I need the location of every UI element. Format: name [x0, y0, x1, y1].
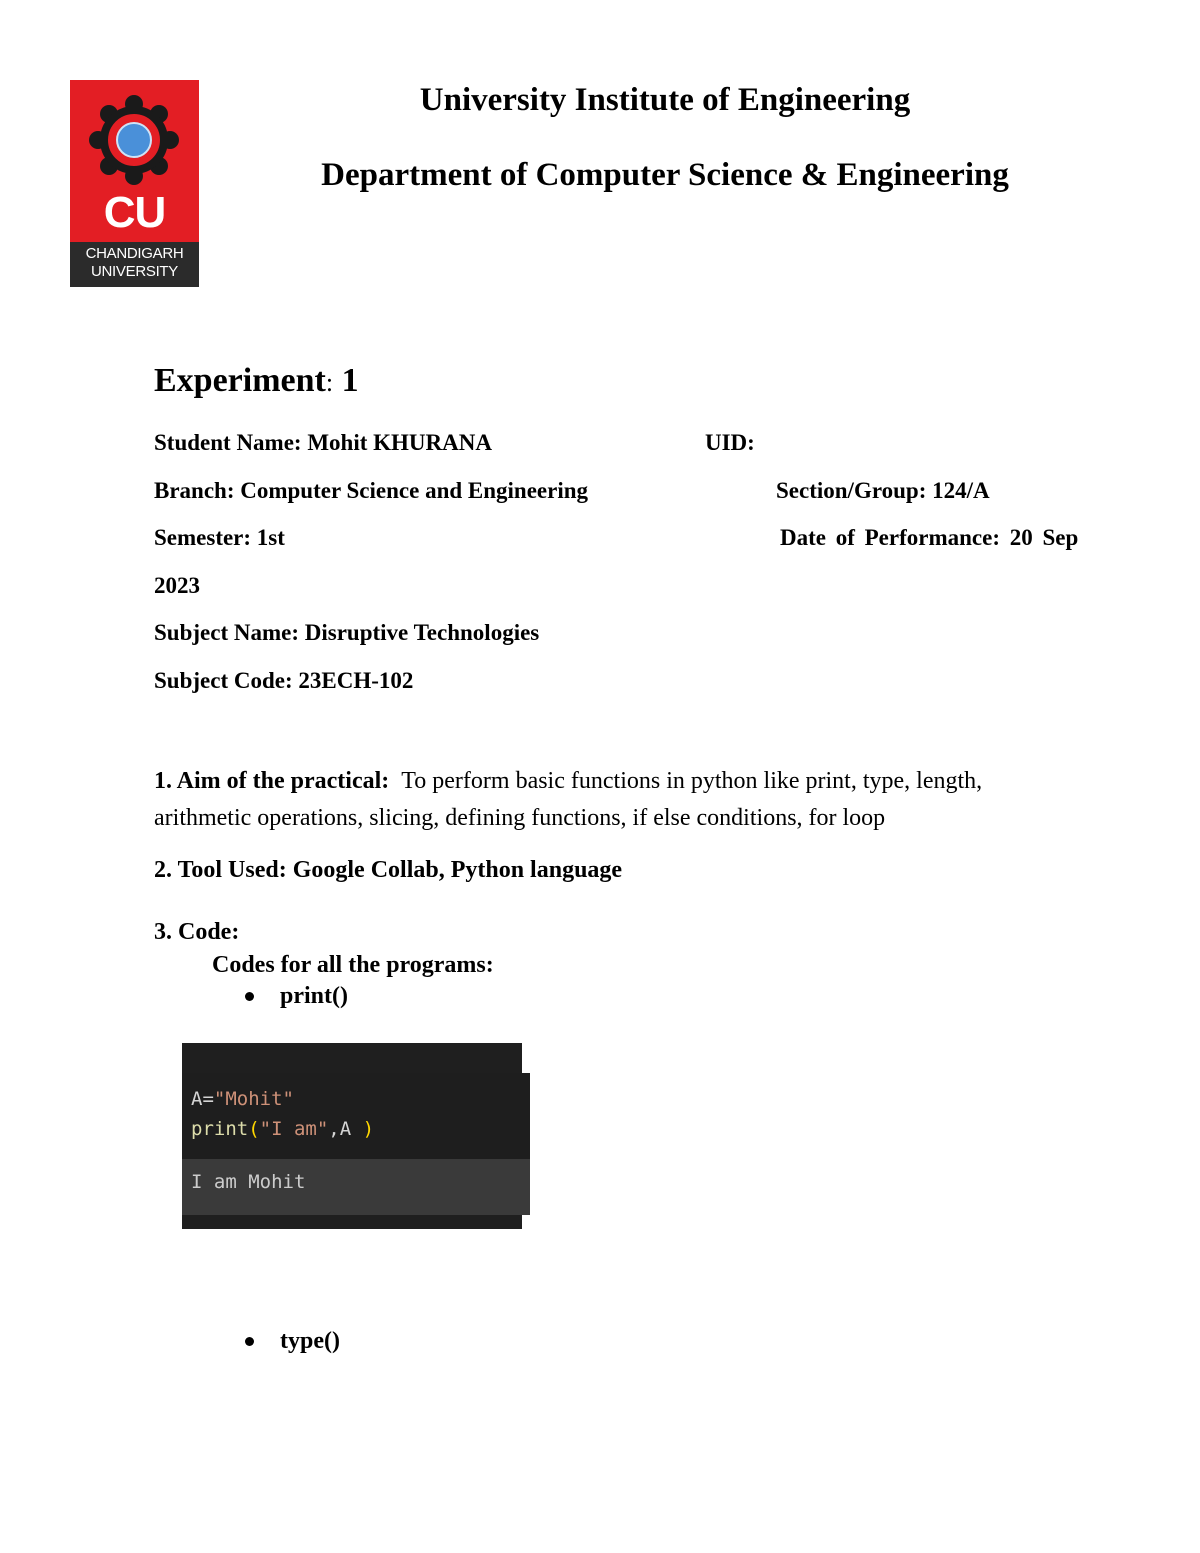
- experiment-number: 1: [341, 362, 359, 399]
- code-cell: [182, 1073, 530, 1159]
- emblem-icon: [84, 90, 184, 190]
- code-paren-close: ): [362, 1118, 375, 1140]
- department-title: Department of Computer Science & Engineering: [321, 157, 1009, 193]
- code-line-2: [191, 1117, 374, 1141]
- uid: UID:: [705, 430, 755, 455]
- student-name: Student Name: Mohit KHURANA: [154, 430, 492, 455]
- codes-heading: Codes for all the programs:: [212, 952, 494, 978]
- bullet-print: print(): [280, 983, 348, 1009]
- logo-name-line2: UNIVERSITY: [90, 263, 178, 280]
- bullet-dot-2: [245, 1337, 254, 1346]
- aim-text-line1: To perform basic functions in python like print, type, length,: [401, 768, 983, 794]
- code-string-2: "I am": [259, 1118, 329, 1140]
- date-year: 2023: [154, 573, 200, 598]
- university-logo: [70, 80, 199, 287]
- experiment-label: Experiment: [154, 362, 326, 399]
- subject-code: Subject Code: 23ECH-102: [154, 668, 414, 693]
- semester: Semester: 1st: [154, 525, 285, 550]
- aim-text-line2: arithmetic operations, slicing, defining functions, if else conditions, for loop: [154, 805, 886, 831]
- code-label: 3. Code:: [154, 919, 240, 945]
- aim-section: [154, 763, 1114, 837]
- code-string: "Mohit": [213, 1088, 294, 1110]
- code-line-1: [191, 1087, 294, 1111]
- code-var: A=: [191, 1088, 214, 1110]
- branch: Branch: Computer Science and Engineering: [154, 478, 589, 503]
- code-function: print: [191, 1118, 249, 1140]
- logo-name: [70, 245, 199, 281]
- date-of-performance: Date of Performance: 20 Sep: [780, 525, 1079, 550]
- code-paren-open: (: [248, 1118, 260, 1140]
- subject-name: Subject Name: Disruptive Technologies: [154, 620, 540, 645]
- experiment-title: [154, 362, 359, 400]
- logo-initials: CU: [103, 188, 166, 237]
- bullet-dot: [245, 992, 254, 1001]
- bullet-type: type(): [280, 1328, 340, 1354]
- aim-label: 1. Aim of the practical:: [154, 768, 390, 794]
- code-output: I am Mohit: [191, 1171, 306, 1193]
- tool-used: 2. Tool Used: Google Collab, Python language: [154, 857, 623, 883]
- logo-name-line1: CHANDIGARH: [85, 245, 184, 262]
- experiment-separator: :: [325, 368, 334, 397]
- institute-title: University Institute of Engineering: [419, 82, 911, 118]
- code-args: ,A: [328, 1118, 363, 1140]
- section-group: Section/Group: 124/A: [776, 478, 990, 503]
